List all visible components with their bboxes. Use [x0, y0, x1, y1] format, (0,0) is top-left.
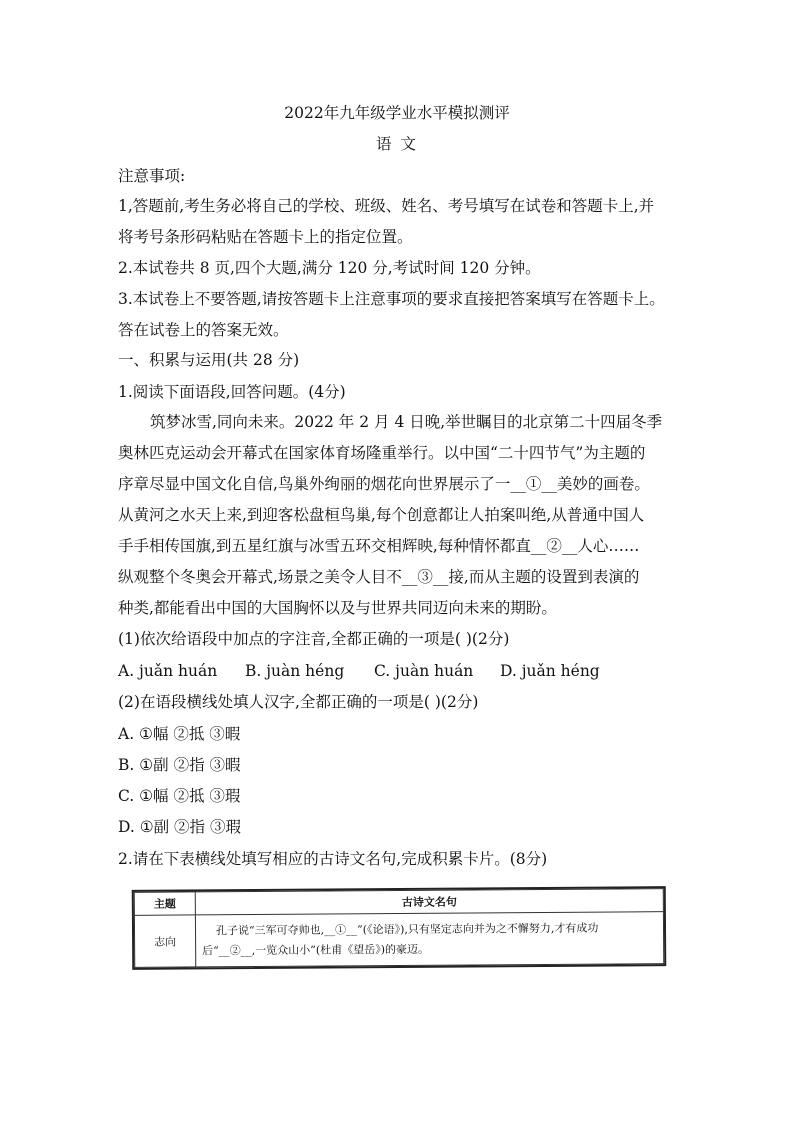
sub1-option-a: A. juǎn huán: [118, 662, 218, 680]
note-1-line-1: 1,答题前,考生务必将自己的学校、班级、姓名、考号填写在试卷和答题卡上,并: [118, 197, 655, 215]
section-heading: 一、积累与运用(共 28 分): [118, 351, 300, 369]
table-content-line-1: 孔子说“三军可夺帅也,__①__”(《论语》),只有坚定志向并为之不懈努力,才有成功: [215, 921, 599, 937]
table-header-quote: 古诗文名句: [195, 889, 663, 915]
passage-line: 手手相传国旗,到五星红旗与冰雪五环交相辉映,每种情怀都直__②__人心……: [118, 537, 640, 555]
note-3-line-2: 答在试卷上的答案无效。: [118, 321, 289, 339]
sub-question-2: (2)在语段横线处填人汉字,全都正确的一项是( )(2分): [118, 693, 479, 711]
passage-line: 种类,都能看出中国的大国胸怀以及与世界共同迈向未来的期盼。: [118, 599, 557, 617]
exam-title: 2022年九年级学业水平模拟测评: [284, 104, 510, 122]
passage-line: 筑梦冰雪,同向未来。2022 年 2 月 4 日晚,举世瞩目的北京第二十四届冬季: [150, 413, 663, 431]
sub2-option-b: B. ①副 ②指 ③暇: [118, 756, 241, 774]
sub1-option-d: D. juǎn héng: [500, 662, 600, 680]
note-3-line-1: 3.本试卷上不要答题,请按答题卡上注意事项的要求直接把答案填写在答题卡上。: [118, 290, 665, 308]
table-cell-content: [195, 912, 663, 967]
sub2-option-d: D. ①副 ②指 ③瑕: [118, 818, 241, 836]
note-1-line-2: 将考号条形码粘贴在答题卡上的指定位置。: [118, 228, 413, 246]
question-1: 1.阅读下面语段,回答问题。(4分): [118, 383, 346, 401]
table-content-line-2: 后“__②__,一览众山小”(杜甫《望岳》)的豪迈。: [202, 942, 430, 957]
subject-title: 语 文: [376, 135, 418, 153]
sub1-option-c: C. juàn huán: [374, 662, 474, 680]
passage-line: 奥林匹克运动会开幕式在国家体育场隆重举行。以中国“二十四节气”为主题的: [118, 444, 646, 462]
question-2: 2.请在下表横线处填写相应的古诗文名句,完成积累卡片。(8分): [118, 850, 548, 868]
sub2-option-a: A. ①幅 ②抵 ③暇: [118, 725, 241, 743]
notes-heading: 注意事项:: [118, 167, 186, 185]
accumulation-card-table: [132, 886, 667, 970]
table-header-topic: 主题: [134, 892, 195, 915]
sub2-option-c: C. ①幅 ②抵 ③瑕: [118, 787, 241, 805]
sub1-option-b: B. juàn héng: [245, 662, 345, 680]
passage-line: 序章尽显中国文化自信,鸟巢外绚丽的烟花向世界展示了一__①__美妙的画卷。: [118, 475, 650, 493]
note-2: 2.本试卷共 8 页,四个大题,满分 120 分,考试时间 120 分钟。: [118, 259, 541, 277]
passage-line: 从黄河之水天上来,到迎客松盘桓鸟巢,每个创意都让人拍案叫绝,从普通中国人: [118, 506, 645, 524]
table-cell-topic: 志向: [134, 915, 195, 967]
sub-question-1: (1)依次给语段中加点的字注音,全都正确的一项是( )(2分): [118, 630, 510, 648]
passage-line: 纵观整个冬奥会开幕式,场景之美令人目不__③__接,而从主题的设置到表演的: [118, 568, 640, 586]
